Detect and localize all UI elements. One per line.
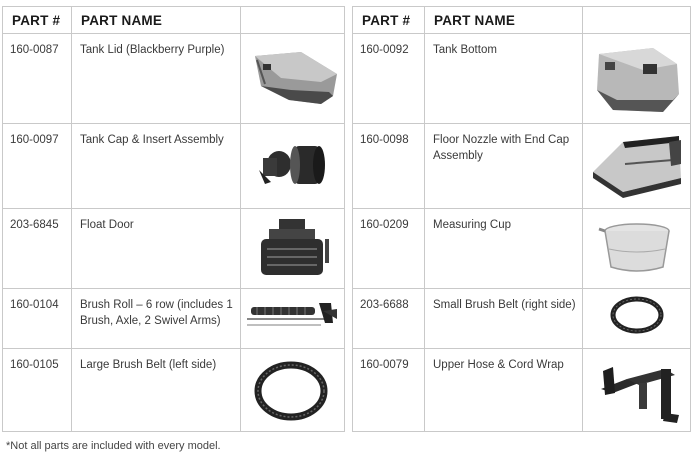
table-row: [3, 289, 345, 349]
footnote: *Not all parts are included with every model.: [6, 440, 221, 452]
hose-wrap-icon: [583, 349, 691, 432]
header-part-name: PART NAME: [72, 7, 241, 34]
tank-cap-icon: [241, 124, 345, 209]
tank-bottom-icon: [583, 34, 691, 124]
table-row: [353, 289, 691, 349]
part-image: [241, 124, 345, 209]
part-name: Tank Lid (Blackberry Purple): [80, 44, 225, 56]
table-row: [3, 349, 345, 432]
header-image: [241, 7, 345, 34]
part-number: 160-0098: [360, 134, 409, 146]
part-name: Float Door: [80, 219, 134, 231]
part-name: Brush Roll – 6 row (includes 1 Brush, Axle, 2 Swivel Arms): [80, 299, 233, 327]
part-name: Large Brush Belt (left side): [80, 359, 217, 371]
part-number: 160-0087: [10, 44, 59, 56]
part-number: 160-0092: [360, 44, 409, 56]
table-row: [353, 349, 691, 432]
part-name: Tank Cap & Insert Assembly: [80, 134, 224, 146]
header-image: [583, 7, 691, 34]
header-part-number: PART #: [353, 7, 425, 34]
part-image: [583, 209, 691, 289]
header-part-name: PART NAME: [425, 7, 583, 34]
measuring-cup-icon: [583, 209, 691, 289]
part-number: 203-6688: [360, 299, 409, 311]
part-name: Measuring Cup: [433, 219, 511, 231]
tank-lid-icon: [241, 34, 345, 124]
header-row: [353, 7, 691, 34]
part-image: [241, 209, 345, 289]
floor-nozzle-icon: [583, 124, 691, 209]
parts-table-left: [2, 6, 345, 432]
part-number: 160-0209: [360, 219, 409, 231]
part-name: Tank Bottom: [433, 44, 497, 56]
header-row: [3, 7, 345, 34]
part-image: [583, 124, 691, 209]
part-image: [583, 289, 691, 349]
part-name: Floor Nozzle with End Cap Assembly: [433, 134, 570, 162]
table-row: [353, 34, 691, 124]
part-image: [241, 289, 345, 349]
part-number: 160-0105: [10, 359, 59, 371]
header-part-number: PART #: [3, 7, 72, 34]
table-row: [353, 124, 691, 209]
small-belt-icon: [583, 289, 691, 349]
part-name: Upper Hose & Cord Wrap: [433, 359, 564, 371]
part-number: 160-0097: [10, 134, 59, 146]
part-number: 160-0104: [10, 299, 59, 311]
part-image: [241, 349, 345, 432]
table-row: [3, 124, 345, 209]
large-belt-icon: [241, 349, 345, 432]
table-row: [353, 209, 691, 289]
brush-roll-icon: [241, 289, 345, 349]
part-image: [583, 34, 691, 124]
part-name: Small Brush Belt (right side): [433, 299, 576, 311]
table-row: [3, 209, 345, 289]
parts-table-right: [352, 6, 691, 432]
part-number: 160-0079: [360, 359, 409, 371]
part-image: [241, 34, 345, 124]
table-row: [3, 34, 345, 124]
part-number: 203-6845: [10, 219, 59, 231]
float-door-icon: [241, 209, 345, 289]
part-image: [583, 349, 691, 432]
